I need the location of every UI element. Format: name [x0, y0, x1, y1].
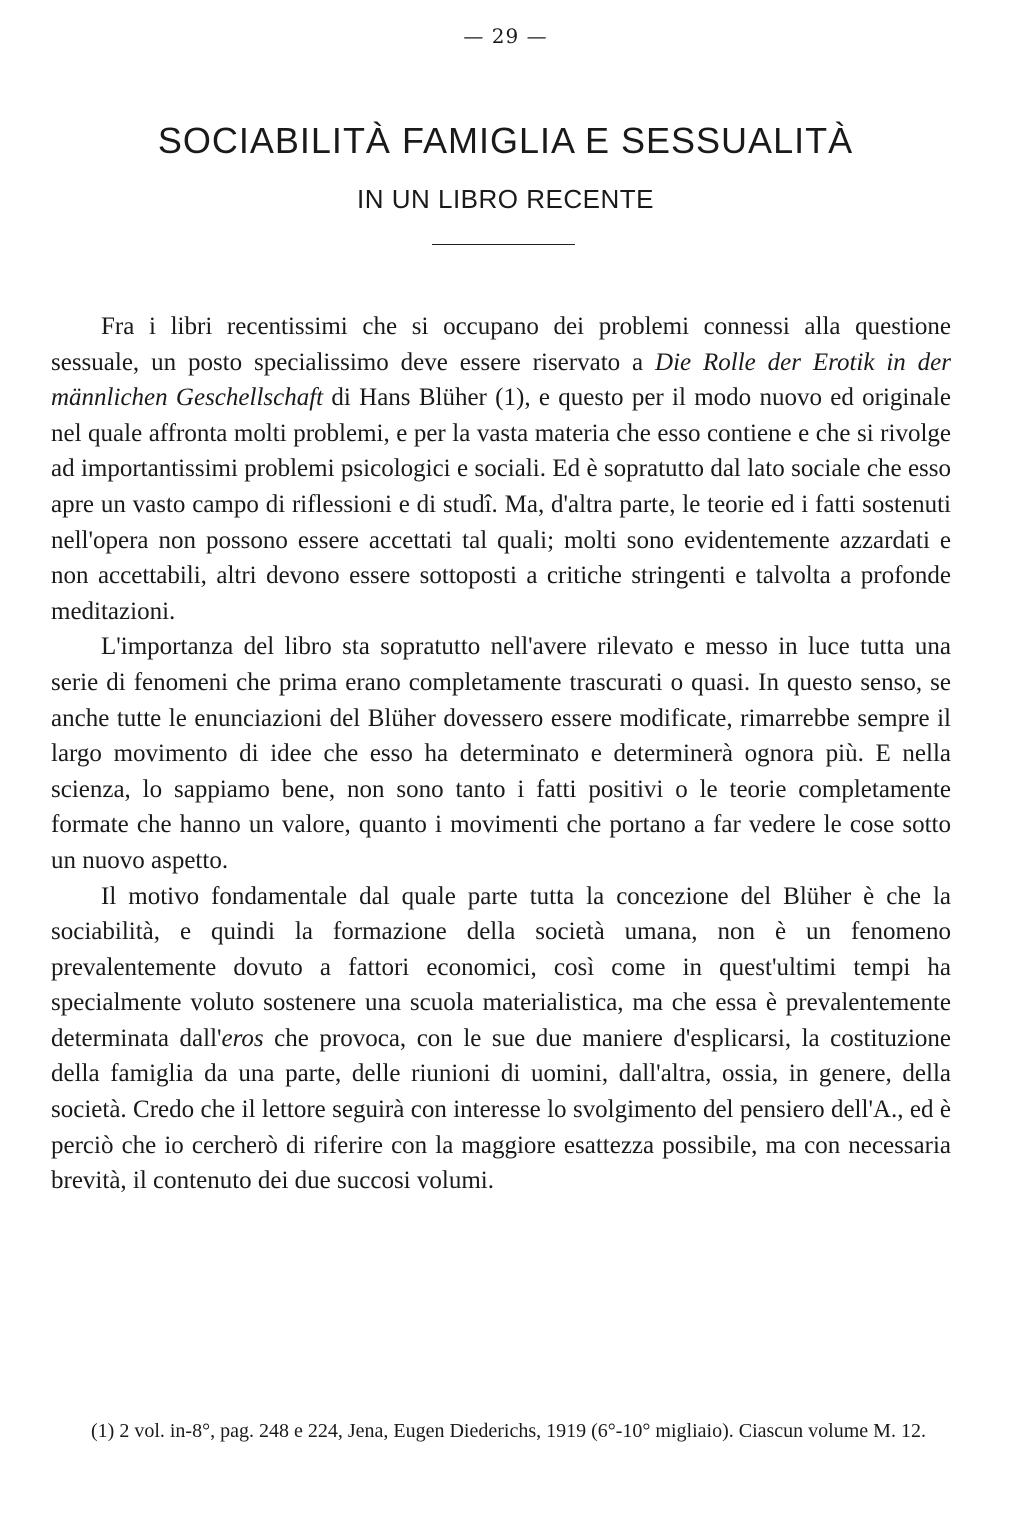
footnote-text: (1) 2 vol. in-8°, pag. 248 e 224, Jena, Eugen Diederichs, 1919 (6°-10° migliaio). Ciascun volume M. 12. — [91, 1420, 926, 1442]
paragraph-3-text-a: Il motivo fondamentale dal quale parte tutta la concezione del Blüher è che la sociabilità, e quindi la formazione della società umana, non è un fenomeno prevalentemente dovuto a fattori economici, così come in quest'ultimi tempi ha specialmente voluto sostenere una scuola materialistica, ma che essa è prevalentemente determinata dall' — [51, 882, 951, 1052]
article-subtitle: IN UN LIBRO RECENTE — [357, 184, 654, 214]
footnote — [51, 1417, 951, 1446]
paragraph-2-text: L'importanza del libro sta sopratutto nell'avere rilevato e messo in luce tutta una serie di fenomeni che prima erano completamente trascurati o quasi. In questo senso, se anche tutte le enunciazioni del Blüher dovessero essere modificate, rimarrebbe sempre il largo movimento di idee che esso ha determinato e determinerà ognora più. E nella scienza, lo sappiamo bene, non sono tanto i fatti positivi o le teorie completamente formate che hanno un valore, quanto i movimenti che portano a far vedere le cose sotto un nuovo aspetto. — [51, 633, 951, 874]
paragraph-1-text-a: Fra i libri recentissimi che si occupano dei problemi connessi alla questione sessuale, un posto specialissimo deve essere riservato a — [51, 313, 951, 376]
article-body — [51, 309, 951, 1199]
article-title: SOCIABILITÀ FAMIGLIA E SESSUALITÀ — [157, 120, 854, 161]
paragraph-3 — [51, 879, 951, 1199]
paragraph-1-text-b: di Hans Blüher (1), e questo per il modo nuovo ed originale nel quale affronta molti problemi, e per la vasta materia che esso contiene e che si rivolge ad importantissimi problemi psicologici e sociali. Ed è sopratutto dal lato sociale che esso apre un vasto campo di riflessioni e di studî. Ma, d'altra parte, le teorie ed i fatti sostenuti nell'opera non possono essere accettati tal quali; molti sono evidentemente azzardati e non accettabili, altri devono essere sottoposti a critiche stringenti e talvolta a profonde meditazioni. — [51, 384, 951, 625]
page-number: — 29 — — [463, 24, 548, 48]
title-divider — [432, 244, 575, 245]
paragraph-2 — [51, 629, 951, 878]
book-title-italic: Die Rolle der Erotik in der männlichen Geschellschaft — [51, 348, 952, 412]
paragraph-3-text-b: che provoca, con le sue due maniere d'esplicarsi, la costituzione della famiglia da una parte, delle riunioni di uomini, dall'altra, ossia, in genere, della società. Credo che il lettore seguirà con interesse lo svolgimento del pensiero dell'A., ed è perciò che io cercherò di riferire con la maggiore esattezza possibile, ma con necessaria brevità, il contenuto dei due succosi volumi. — [51, 1024, 951, 1195]
eros-italic: eros — [221, 1024, 264, 1052]
paragraph-1 — [51, 309, 951, 629]
